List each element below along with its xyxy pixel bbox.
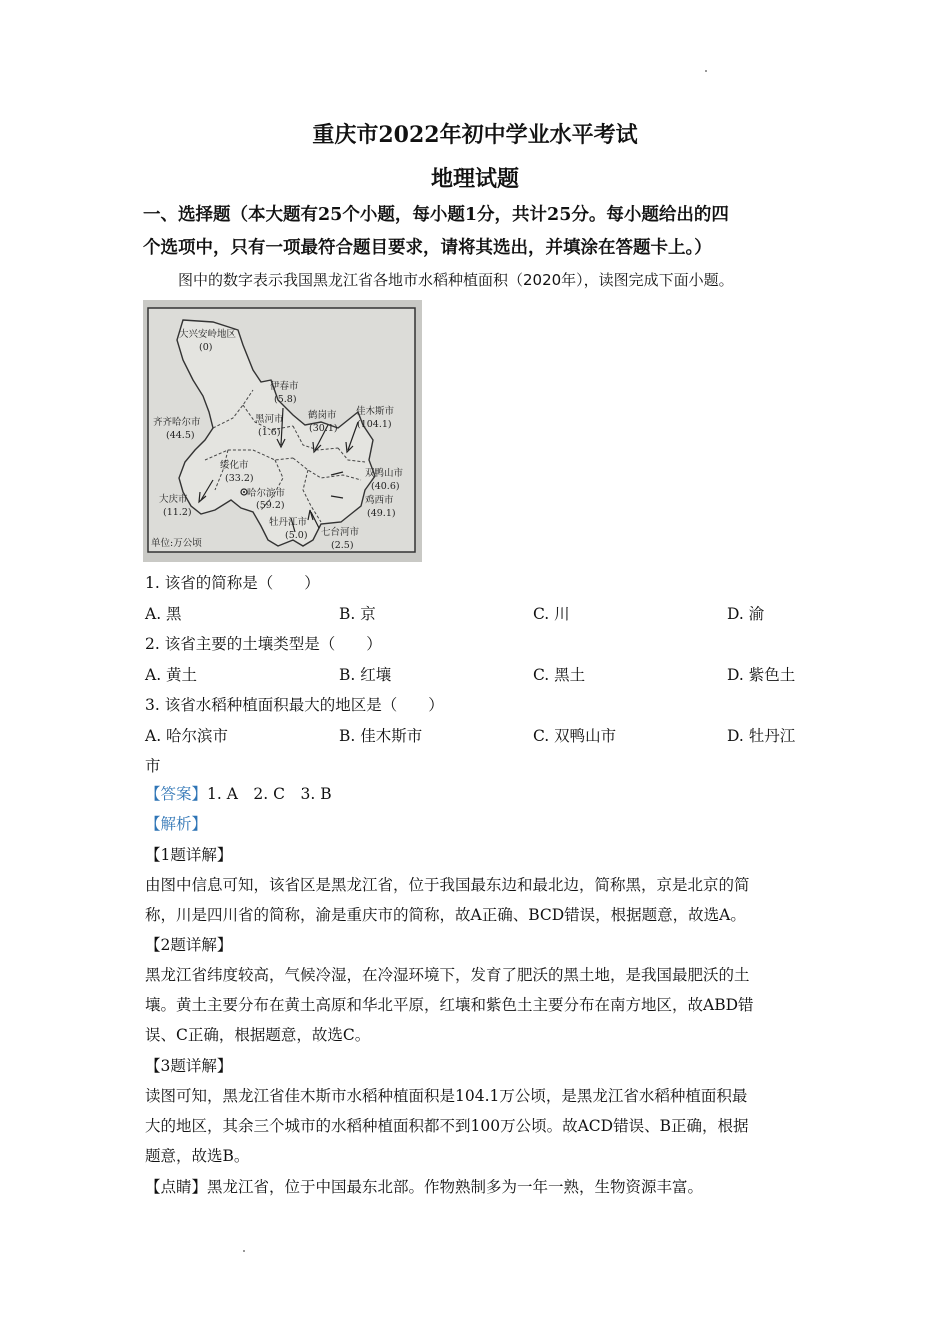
q2-detail-line1: 黑龙江省纬度较高，气候冷湿，在冷湿环境下，发育了肥沃的黑土地，是我国最肥沃的土: [145, 966, 750, 984]
map-unit: 单位:万公顷: [151, 538, 202, 549]
q1-option-a[interactable]: A. 黑: [145, 605, 182, 623]
map-label-shuangyashan: 双鸭山市: [365, 468, 404, 479]
question-3: 3. 该省水稻种植面积最大的地区是（ ）: [145, 696, 444, 714]
q3-option-b[interactable]: B. 佳木斯市: [339, 727, 423, 745]
map-value-daqing: (11.2): [163, 507, 192, 518]
map-value-jiamusi: (104.1): [357, 419, 392, 430]
answer-text: 1. A 2. C 3. B: [207, 785, 332, 803]
map-label-qiqihar: 齐齐哈尔市: [153, 417, 201, 428]
map-value-jixi: (49.1): [367, 508, 396, 519]
q3-option-c[interactable]: C. 双鸭山市: [533, 727, 617, 745]
map-label-daqing: 大庆市: [159, 494, 188, 505]
tip-text: 黑龙江省，位于中国最东北部。作物熟制多为一年一熟，生物资源丰富。: [207, 1178, 704, 1196]
q3-detail-line3: 题意，故选B。: [145, 1147, 250, 1165]
q1-option-c[interactable]: C. 川: [533, 605, 570, 623]
q1-detail-title: 【1题详解】: [145, 846, 233, 864]
q2-option-d[interactable]: D. 紫色土: [727, 666, 796, 684]
map-value-hegang: (30.1): [309, 423, 338, 434]
q1-option-d[interactable]: D. 渝: [727, 605, 765, 623]
tip-line: [145, 1177, 703, 1197]
q3-option-d[interactable]: D. 牡丹江: [727, 727, 796, 745]
q3-detail-title: 【3题详解】: [145, 1057, 233, 1075]
map-label-mudanjiang: 牡丹江市: [269, 517, 308, 528]
q2-detail-line2: 壤。黄土主要分布在黄土高原和华北平原，红壤和紫色土主要分布在南方地区，故ABD错: [145, 996, 754, 1014]
map-label-jixi: 鸡西市: [365, 495, 394, 506]
map-value-suihua: (33.2): [225, 473, 254, 484]
q3-option-d-wrap: 市: [145, 757, 161, 775]
map-value-shuangyashan: (40.6): [371, 481, 400, 492]
map-label-yichun: 伊春市: [270, 381, 299, 392]
exam-title: 重庆市2022年初中学业水平考试: [312, 122, 638, 148]
map-label-jiamusi: 佳木斯市: [356, 406, 395, 417]
map-label-suihua: 绥化市: [220, 460, 249, 471]
answer-line: [145, 784, 332, 804]
q1-detail-line2: 称，川是四川省的简称，渝是重庆市的简称，故A正确、BCD错误，根据题意，故选A。: [145, 906, 746, 924]
map-value-qitaihe: (2.5): [331, 540, 354, 551]
section-heading-line2: 个选项中，只有一项最符合题目要求，请将其选出，并填涂在答题卡上。）: [143, 238, 712, 258]
q2-option-a[interactable]: A. 黄土: [145, 666, 198, 684]
question-2: 2. 该省主要的土壤类型是（ ）: [145, 635, 382, 653]
map-value-mudanjiang: (5.0): [285, 530, 308, 541]
q2-detail-title: 【2题详解】: [145, 936, 233, 954]
q3-option-a[interactable]: A. 哈尔滨市: [145, 727, 229, 745]
map-value-harbin: (59.2): [256, 500, 285, 511]
q2-option-c[interactable]: C. 黑土: [533, 666, 586, 684]
q3-detail-line1: 读图可知，黑龙江省佳木斯市水稻种植面积是104.1万公顷，是黑龙江省水稻种植面积最: [145, 1087, 748, 1105]
scan-speck: [243, 1250, 245, 1252]
analysis-label: 【解析】: [145, 815, 208, 833]
q1-detail-line1: 由图中信息可知，该省区是黑龙江省，位于我国最东边和最北边，简称黑，京是北京的简: [145, 876, 750, 894]
section-heading-line1: 一、选择题（本大题有25个小题，每小题1分，共计25分。每小题给出的四: [143, 205, 729, 225]
map-value-daxinganling: (0): [199, 342, 213, 353]
q3-detail-line2: 大的地区，其余三个城市的水稻种植面积都不到100万公顷。故ACD错误、B正确，根据: [145, 1117, 749, 1135]
tip-label: 【点睛】: [145, 1178, 208, 1196]
question-1: 1. 该省的简称是（ ）: [145, 574, 320, 592]
map-figure: [143, 300, 422, 562]
q1-option-b[interactable]: B. 京: [339, 605, 376, 623]
map-label-qitaihe: 七台河市: [321, 527, 360, 538]
map-intro: 图中的数字表示我国黑龙江省各地市水稻种植面积（2020年），读图完成下面小题。: [178, 271, 734, 289]
map-value-heihe: (1.6): [258, 427, 281, 438]
map-value-yichun: (5.8): [274, 394, 297, 405]
map-label-hegang: 鹤岗市: [308, 410, 337, 421]
scan-speck: [705, 70, 707, 72]
answer-label: 【答案】: [145, 785, 208, 803]
map-label-heihe: 黑河市: [255, 414, 284, 425]
map-value-qiqihar: (44.5): [166, 430, 195, 441]
q2-option-b[interactable]: B. 红壤: [339, 666, 392, 684]
heilongjiang-rice-map: [143, 300, 422, 562]
map-label-harbin: 哈尔滨市: [247, 488, 286, 499]
subject-title: 地理试题: [430, 166, 519, 192]
map-label-daxinganling: 大兴安岭地区: [179, 329, 237, 340]
q2-detail-line3: 误、C正确，根据题意，故选C。: [145, 1026, 371, 1044]
